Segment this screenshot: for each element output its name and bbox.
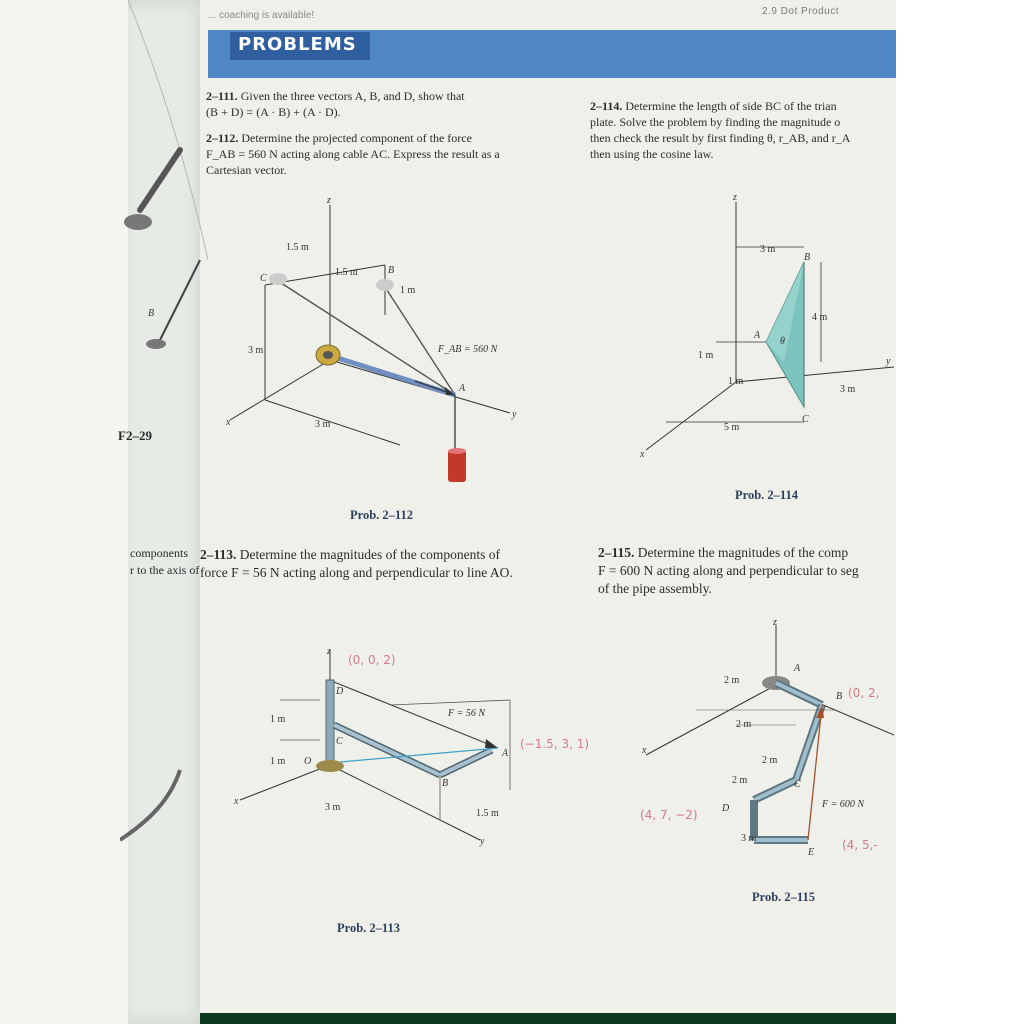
problems-title: PROBLEMS xyxy=(238,34,357,55)
fig113-point-label: O xyxy=(304,756,312,767)
fig115-handwritten-note: (4, 5,- xyxy=(842,838,878,852)
fig115-force-label: F = 600 N xyxy=(822,799,865,810)
bottom-strip xyxy=(200,1013,896,1024)
fig112-dim-label: 1 m xyxy=(400,285,416,296)
fig115-handwritten-note: (0, 2, xyxy=(848,686,880,700)
fig114-dim-label: 5 m xyxy=(724,422,740,433)
problem-text: then using the cosine law. xyxy=(590,147,714,161)
problem-text: Determine the length of side BC of the trian xyxy=(625,99,837,113)
fig115-dim-label: 2 m xyxy=(762,755,778,766)
fig113-dim-label: 1.5 m xyxy=(476,808,499,819)
problem-text: F_AB = 560 N acting along cable AC. Express the result as a xyxy=(206,147,500,161)
fig115-point-label: C xyxy=(794,779,801,790)
fig112-point-label: B xyxy=(388,265,395,276)
svg-text:B: B xyxy=(148,308,155,319)
fig113-handwritten-note: (0, 0, 2) xyxy=(348,653,396,667)
right-background xyxy=(896,0,1024,1024)
fig114-dim-label: 3 m xyxy=(760,244,776,255)
header-note: ... coaching is available! xyxy=(208,10,315,21)
fig112-point-label: C xyxy=(260,273,267,284)
problem-text: of the pipe assembly. xyxy=(598,581,712,596)
fig115-dim-label: 2 m xyxy=(724,675,740,686)
fig113-dim-label: 1 m xyxy=(270,756,286,767)
problem-2-115 xyxy=(598,544,896,598)
fig112-axis-label: y xyxy=(512,409,517,420)
previous-page-figure xyxy=(120,0,210,1024)
problem-text: Given the three vectors A, B, and D, show that xyxy=(240,89,465,103)
problem-text: Cartesian vector. xyxy=(206,163,287,177)
caption-2-114: Prob. 2–114 xyxy=(735,488,798,502)
problem-2-114 xyxy=(590,98,896,162)
fig115-axis-label: z xyxy=(773,617,777,628)
problem-text: Determine the projected component of the force xyxy=(241,131,472,145)
problem-text: (B + D) = (A · B) + (A · D). xyxy=(206,105,341,119)
problem-2-111 xyxy=(206,88,566,120)
fig115-dim-label: 3 m xyxy=(741,833,757,844)
fig114-axis-label: x xyxy=(640,449,645,460)
fig115-axis-label: x xyxy=(642,745,647,756)
fig115-dim-label: 2 m xyxy=(732,775,748,786)
caption-2-115: Prob. 2–115 xyxy=(752,890,815,904)
left-text-fragment-2: r to the axis of xyxy=(130,563,200,577)
fig113-point-label: C xyxy=(336,736,343,747)
fig113-axis-label: z xyxy=(327,646,331,657)
fig113-force-label: F = 56 N xyxy=(448,708,486,719)
fig113-dim-label: 1 m xyxy=(270,714,286,725)
fig112-point-label: A xyxy=(459,383,466,394)
problem-text: Determine the magnitudes of the components of xyxy=(239,547,500,562)
fig114-point-label: C xyxy=(802,414,809,425)
problem-text: then check the result by first finding θ, r_AB, and r_A xyxy=(590,131,851,145)
fig112-dim-label: 3 m xyxy=(315,419,331,430)
problem-number: 2–113. xyxy=(200,547,237,562)
fig112-dim-label: 3 m xyxy=(248,345,264,356)
fig113-dim-label: 3 m xyxy=(325,802,341,813)
fig114-point-label: A xyxy=(754,330,761,341)
left-page-margin xyxy=(0,0,128,1024)
fig115-point-label: B xyxy=(836,691,843,702)
fig114-dim-label: 1 m xyxy=(698,350,714,361)
fig114-dim-label: 4 m xyxy=(812,312,828,323)
left-text-fragment-1: components xyxy=(130,546,188,560)
problem-text: Determine the magnitudes of the comp xyxy=(637,545,849,560)
left-figure-label: F2–29 xyxy=(118,428,152,443)
fig114-axis-label: z xyxy=(733,192,737,203)
fig113-axis-label: x xyxy=(234,796,239,807)
problem-2-112 xyxy=(206,130,566,178)
fig112-force-label: F_AB = 560 N xyxy=(438,344,498,355)
problem-number: 2–115. xyxy=(598,545,635,560)
problem-number: 2–111. xyxy=(206,89,238,103)
fig113-point-label: D xyxy=(336,686,344,697)
fig114-angle-label: θ xyxy=(780,336,785,347)
fig115-point-label: A xyxy=(794,663,801,674)
problem-text: F = 600 N acting along and perpendicular to seg xyxy=(598,563,859,578)
fig115-handwritten-note: (4, 7, −2) xyxy=(640,808,698,822)
fig114-axis-label: y xyxy=(886,356,891,367)
fig112-dim-label: 1.5 m xyxy=(286,242,309,253)
fig115-point-label: D xyxy=(722,803,730,814)
figure-2-115 xyxy=(636,615,896,875)
fig115-point-label: E xyxy=(808,847,815,858)
figure-2-112 xyxy=(210,195,540,485)
fig114-point-label: B xyxy=(804,252,811,263)
fig113-axis-label: y xyxy=(480,836,485,847)
caption-2-112: Prob. 2–112 xyxy=(350,508,413,522)
problem-number: 2–114. xyxy=(590,99,623,113)
problem-number: 2–112. xyxy=(206,131,239,145)
running-head: 2.9 Dot Product xyxy=(762,6,839,17)
fig113-handwritten-note: (−1.5, 3, 1) xyxy=(520,737,590,751)
problem-text: plate. Solve the problem by finding the magnitude o xyxy=(590,115,841,129)
fig113-point-label: A xyxy=(502,748,509,759)
caption-2-113: Prob. 2–113 xyxy=(337,921,400,935)
figure-2-113 xyxy=(230,640,610,860)
problem-2-113 xyxy=(200,546,570,582)
fig113-point-label: B xyxy=(442,778,449,789)
fig114-dim-label: 3 m xyxy=(840,384,856,395)
fig115-dim-label: 2 m xyxy=(736,719,752,730)
fig112-dim-label: 1.5 m xyxy=(335,267,358,278)
fig114-dim-label: 1 m xyxy=(728,376,744,387)
figure-2-114 xyxy=(636,192,896,462)
fig112-axis-label: z xyxy=(327,195,331,206)
fig112-axis-label: x xyxy=(226,417,231,428)
problem-text: force F = 56 N acting along and perpendicular to line AO. xyxy=(200,565,513,580)
